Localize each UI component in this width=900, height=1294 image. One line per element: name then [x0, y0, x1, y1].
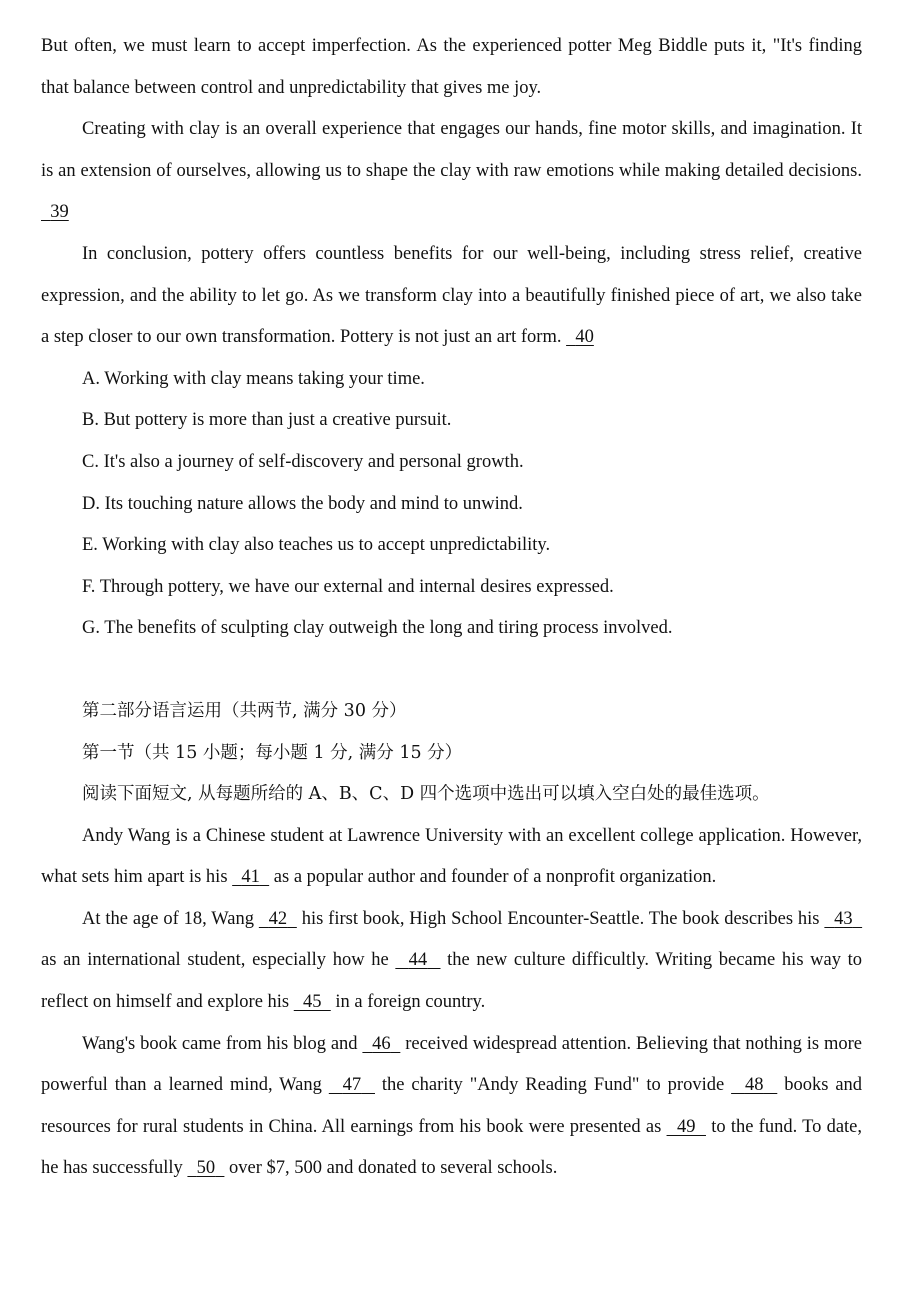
paragraph-text: But often, we must learn to accept imperfection. As the experienced potter Meg Biddle puts it, "It's finding that balance between control and unpredictability that gives me joy.	[41, 36, 862, 98]
passage-paragraph-3: Wang's book came from his blog and 46 received widespread attention. Believing that nothing is more powerful than a learned mind, Wang 47 the charity "Andy Reading Fund" to provide 48 books and resources for rural students in China. All earnings from his book were presented as 49 to the fund. To date, he has successfully 50 over $7, 500 and donated to several schools.	[41, 1033, 863, 1179]
blank-43: 43	[834, 908, 853, 929]
blank-42: 42	[268, 908, 288, 929]
option-e: E. Working with clay also teaches us to accept unpredictability.	[82, 535, 551, 556]
blank-41: 41	[241, 867, 260, 888]
option-a: A. Working with clay means taking your time.	[82, 368, 425, 389]
section-title: 第一节（共 15 小题；每小题 1 分, 满分 15 分）	[82, 742, 463, 763]
blank-40: 40	[575, 327, 594, 348]
blank-39: 39	[50, 202, 69, 223]
part-title: 第二部分语言运用（共两节, 满分 30 分）	[82, 700, 407, 721]
instruction: 阅读下面短文, 从每题所给的 A、B、C、D 四个选项中选出可以填入空白处的最佳选项。	[82, 784, 770, 805]
option-c: C. It's also a journey of self-discovery and personal growth.	[82, 451, 524, 472]
passage-paragraph-2: At the age of 18, Wang 42 his first book, High School Encounter-Seattle. The book describes his 43 as an international student, especially how he 44 the new culture difficultly. Writing became his way to reflect on himself and explore his 45 in a foreign country.	[41, 908, 863, 1013]
section-spacer	[0, 650, 900, 691]
blank-49: 49	[677, 1116, 696, 1137]
option-f: F. Through pottery, we have our external and internal desires expressed.	[82, 576, 614, 597]
paragraph-creating-with-clay	[0, 109, 900, 234]
option-b: B. But pottery is more than just a creative pursuit.	[82, 410, 452, 431]
blank-46: 46	[372, 1033, 391, 1054]
blank-50: 50	[196, 1158, 216, 1179]
blank-48: 48	[744, 1075, 764, 1096]
paragraph-text: In conclusion, pottery offers countless benefits for our well-being, including stress relief, creative expression, and the ability to let go. As we transform clay into a beautifully finished piece of art, we also take a step closer to our own transformation. Pottery is not just an art form.	[41, 243, 862, 348]
blank-45: 45	[303, 992, 322, 1013]
blank-47: 47	[342, 1075, 362, 1096]
options-list	[0, 359, 900, 650]
passage-paragraph-1: Andy Wang is a Chinese student at Lawrence University with an excellent college application. However, what sets him apart is his 41 as a popular author and founder of a nonprofit organization.	[41, 825, 862, 888]
paragraph-conclusion	[0, 234, 900, 359]
paragraph-imperfection	[0, 26, 900, 109]
blank-44: 44	[408, 950, 428, 971]
option-d: D. Its touching nature allows the body and mind to unwind.	[82, 493, 523, 514]
paragraph-text: Creating with clay is an overall experience that engages our hands, fine motor skills, and imagination. It is an extension of ourselves, allowing us to shape the clay with raw emotions while making detailed decisions.	[41, 119, 862, 181]
option-g: G. The benefits of sculpting clay outweigh the long and tiring process involved.	[82, 618, 673, 639]
